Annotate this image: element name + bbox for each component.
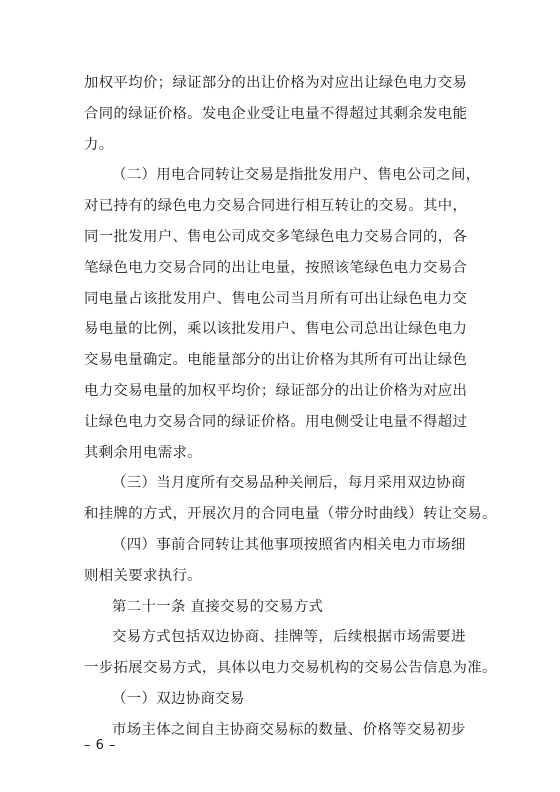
text-line: （三）当月度所有交易品种关闸后，每月采用双边协商 xyxy=(112,475,466,492)
text-line: 电力交易电量的加权平均价；绿证部分的出让价格为对应出 xyxy=(84,382,468,399)
subsection-heading: （一）双边协商交易 xyxy=(112,690,245,707)
text-line: 对已持有的绿色电力交易合同进行相互转让的交易。其中， xyxy=(84,198,468,215)
text-line: 让绿色电力交易合同的绿证价格。用电侧受让电量不得超过 xyxy=(84,413,468,430)
text-line: 一步拓展交易方式，具体以电力交易机构的交易公告信息为准。 xyxy=(84,660,497,677)
text-line: 其剩余用电需求。 xyxy=(84,444,202,461)
text-line: 则相关要求执行。 xyxy=(84,567,202,584)
text-line: 交易方式包括双边协商、挂牌等，后续根据市场需要进 xyxy=(112,629,466,646)
page-number: – 6 – xyxy=(84,738,117,753)
text-line: （二）用电合同转让交易是指批发用户、售电公司之间， xyxy=(112,167,481,184)
text-line: 易电量的比例，乘以该批发用户、售电公司总出让绿色电力 xyxy=(84,321,468,338)
text-line: 同电量占该批发用户、售电公司当月所有可出让绿色电力交 xyxy=(84,290,468,307)
text-line: 笔绿色电力交易合同的出让电量，按照该笔绿色电力交易合 xyxy=(84,259,468,276)
document-body xyxy=(84,68,497,746)
text-line: 同一批发用户、售电公司成交多笔绿色电力交易合同的，各 xyxy=(84,228,468,245)
section-heading: 第二十一条 直接交易的交易方式 xyxy=(112,598,324,615)
text-line: 力。 xyxy=(84,136,114,153)
text-line: 合同的绿证价格。发电企业受让电量不得超过其剩余发电能 xyxy=(84,105,468,122)
text-line: （四）事前合同转让其他事项按照省内相关电力市场细 xyxy=(112,536,466,553)
text-line: 加权平均价；绿证部分的出让价格为对应出让绿色电力交易 xyxy=(84,75,468,91)
text-line: 和挂牌的方式，开展次月的合同电量（带分时曲线）转让交易。 xyxy=(84,506,497,523)
text-line: 市场主体之间自主协商交易标的数量、价格等交易初步 xyxy=(112,721,466,738)
text-line: 交易电量确定。电能量部分的出让价格为其所有可出让绿色 xyxy=(84,352,468,369)
